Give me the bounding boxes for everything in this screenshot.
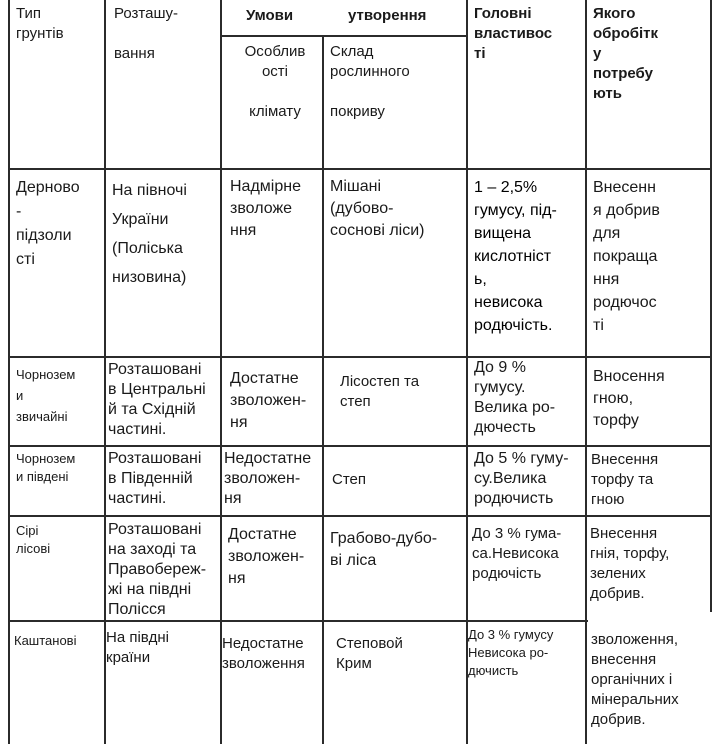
table-row-2-soil: Чорнозем и звичайні (16, 367, 76, 424)
table-row-2-vegetation: Лісостеп та степ (340, 373, 420, 410)
table-row-1-properties: 1 – 2,5% гумусу, під- вищена кислотніст ь, невисока родючість. (474, 179, 557, 334)
row-divider (8, 356, 712, 358)
table-border-left (8, 0, 10, 744)
table-row-4-treatment: Внесення гнія, торфу, зелених добрив. (590, 525, 670, 602)
header-vegetation: Склад рослинного покриву (330, 43, 410, 120)
table-row-4-climate: Достатне зволожен- ня (228, 526, 305, 587)
column-divider (322, 36, 324, 744)
table-row-5-location: На півдні країни (106, 629, 169, 666)
column-divider (585, 0, 587, 744)
table-row-4-soil: Сірі лісові (16, 523, 51, 556)
header-conditions-left: Умови (246, 7, 294, 24)
table-row-1-soil: Дерново - підзоли сті (16, 179, 80, 268)
table-row-5-treatment: зволоження, внесення органічних і мінеральних добрив. (591, 631, 679, 728)
table-row-1-climate: Надмірне зволоже ння (230, 178, 301, 239)
table-row-2-treatment: Вносення гною, торфу (593, 368, 665, 429)
header-subdivider (220, 35, 468, 37)
table-row-1-vegetation: Мішані (дубово- соснові ліси) (330, 178, 425, 239)
header-treatment: Якого обробітк у потребу ють (593, 5, 659, 102)
table-row-4-properties: До 3 % гума- са.Невисока родючість (472, 525, 562, 582)
table-row-3-soil: Чорнозем и південі (16, 451, 76, 484)
row-divider (8, 515, 712, 517)
table-row-4-vegetation: Грабово-дубо- ві ліса (330, 530, 438, 569)
table-row-3-location: Розташовані в Південній частині. (108, 450, 202, 507)
table-row-5-properties: До 3 % гумусу Невисока ро- дючисть (468, 627, 554, 678)
table-row-2-location: Розташовані в Центральні й та Східній частині. (108, 361, 206, 438)
row-divider (8, 620, 588, 622)
table-row-3-climate: Недостатне зволожен- ня (224, 450, 312, 507)
header-conditions-right: утворення (348, 7, 427, 24)
row-divider (8, 445, 712, 447)
table-row-2-climate: Достатне зволожен- ня (230, 370, 307, 431)
table-row-3-properties: До 5 % гуму- су.Велика родючисть (474, 450, 569, 507)
table-row-2-properties: До 9 % гумусу. Велика ро- дючесть (474, 359, 556, 436)
table-row-5-climate: Недостатне зволоження (222, 635, 305, 672)
column-divider (220, 0, 222, 744)
header-soil-type: Тип грунтів (16, 5, 64, 42)
table-row-3-treatment: Внесення торфу та гною (591, 451, 659, 508)
row-divider (8, 168, 712, 170)
header-climate: Особлив ості клімату (244, 43, 306, 120)
table-row-1-treatment: Внесенн я добрив для покраща ння родючос ті (593, 179, 660, 334)
table-row-3-vegetation: Степ (332, 471, 366, 488)
header-properties: Головні властивос ті (474, 5, 553, 62)
table-row-4-location: Розташовані на заході та Правобереж- жі на півдні Полісся (108, 521, 207, 618)
table-row-1-location: На півночі України (Поліська низовина) (112, 182, 187, 286)
header-location: Розташу- вання (114, 5, 178, 62)
table-row-5-soil: Каштанові (14, 633, 77, 648)
table-row-5-vegetation: Степовой Крим (336, 635, 403, 672)
table-border-right (710, 0, 712, 612)
